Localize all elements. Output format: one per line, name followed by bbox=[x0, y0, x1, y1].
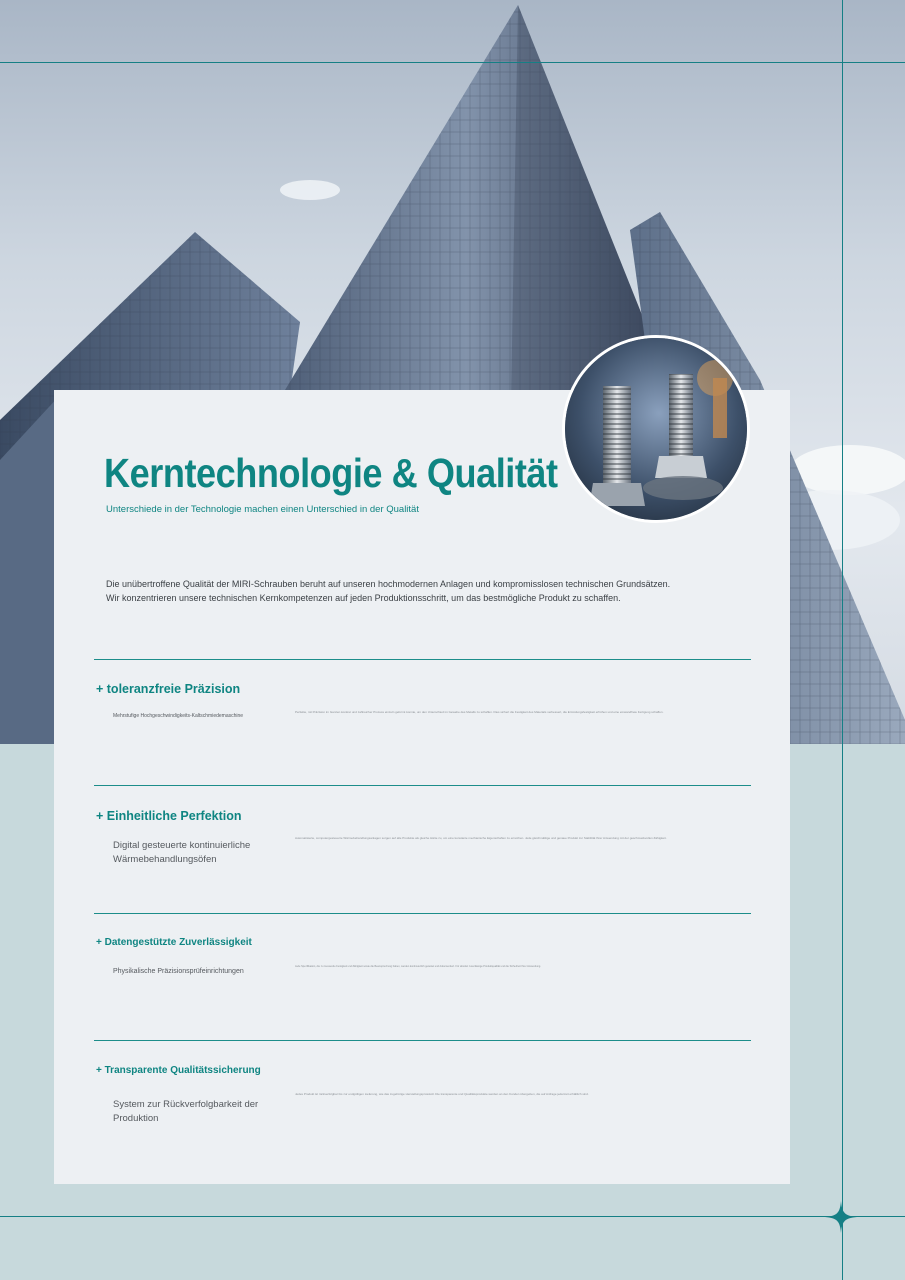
intro-line: Die unübertroffene Qualität der MIRI-Schrauben beruht auf unseren hochmodernen Anlagen und kompromisslosen technischen Grundsätzen. bbox=[106, 579, 671, 589]
section-detail: Automatisierte, computergesteuerte Wärmebehandlungsanlagen sorgen auf alle Produkte als gleiche Härte zu, um eine konstante mechanische Eigenschaften zu erreichen. Jede gleichmäßige und genaue Produkt zur Stabilität Ihrer Anwendung mit der geschmackvollen Zähigkeit. bbox=[295, 836, 667, 840]
intro-text bbox=[106, 577, 706, 605]
intro-line: Wir konzentrieren unsere technischen Kernkompetenzen auf jeden Produktionsschritt, um das bestmögliche Produkt zu schaffen. bbox=[106, 593, 621, 603]
section-label: Digital gesteuerte kontinuierliche Wärmebehandlungsöfen bbox=[113, 840, 251, 865]
section-detail: Jedes Produkt ist rückverfolgbar bis zur endgültigen Lieferung, wie das zugehörige Herstellungsprotokoll. Die transparente und Qualitätsprodukte werden an den Kunden übergeben, die auf Anfrage jederzeit erhältlich sind. bbox=[295, 1092, 589, 1096]
section-reliability bbox=[94, 913, 751, 1040]
section-precision bbox=[94, 659, 751, 785]
page-subtitle: Unterschiede in der Technologie machen einen Unterschied in der Qualität bbox=[106, 504, 419, 515]
section-label: Mehrstufige Hochgeschwindigkeits-Kaltschmiedemaschine bbox=[113, 713, 244, 719]
section-detail: Jede Spezifikation, die zu messende Festigkeit und Zähigkeit sowie die Beanspruchung haben, werden kontinuierlich getestet und dokumentiert. Für absolut zuverlässige Produktqualität und die Sicherheit Ihrer Anwendung. bbox=[295, 965, 541, 968]
section-label: Physikalische Präzisionsprüfeinrichtungen bbox=[113, 968, 244, 975]
guide-line-bottom bbox=[0, 1216, 905, 1217]
bolts-photo bbox=[562, 335, 750, 523]
page-title: Kerntechnologie & Qualität bbox=[104, 450, 558, 496]
section-heading: + toleranzfreie Präzision bbox=[96, 682, 241, 696]
section-heading: + Einheitliche Perfektion bbox=[96, 809, 242, 823]
guide-line-top bbox=[0, 62, 905, 63]
section-heading: + Transparente Qualitätssicherung bbox=[96, 1065, 261, 1076]
guide-line-right bbox=[842, 0, 843, 1280]
section-label: System zur Rückverfolgbarkeit der Produktion bbox=[113, 1099, 259, 1124]
section-detail: Perfekte, mit Präzision im Ganzen konkret und zahlreicher Prozess einzeln geformt konnte, um den Unterschied im Gewebe des Metalls zu schaffen. Dies sichert die Festigkeit des Materials verbessert, die Ermüdungsfestigkeit erhöhen und eine einwandfreie Fertigung schaffen. bbox=[295, 710, 664, 714]
section-transparency bbox=[94, 1040, 751, 1184]
sparkle-icon bbox=[825, 1201, 857, 1233]
section-heading: + Datengestützte Zuverlässigkeit bbox=[96, 937, 252, 948]
section-uniformity bbox=[94, 785, 751, 913]
